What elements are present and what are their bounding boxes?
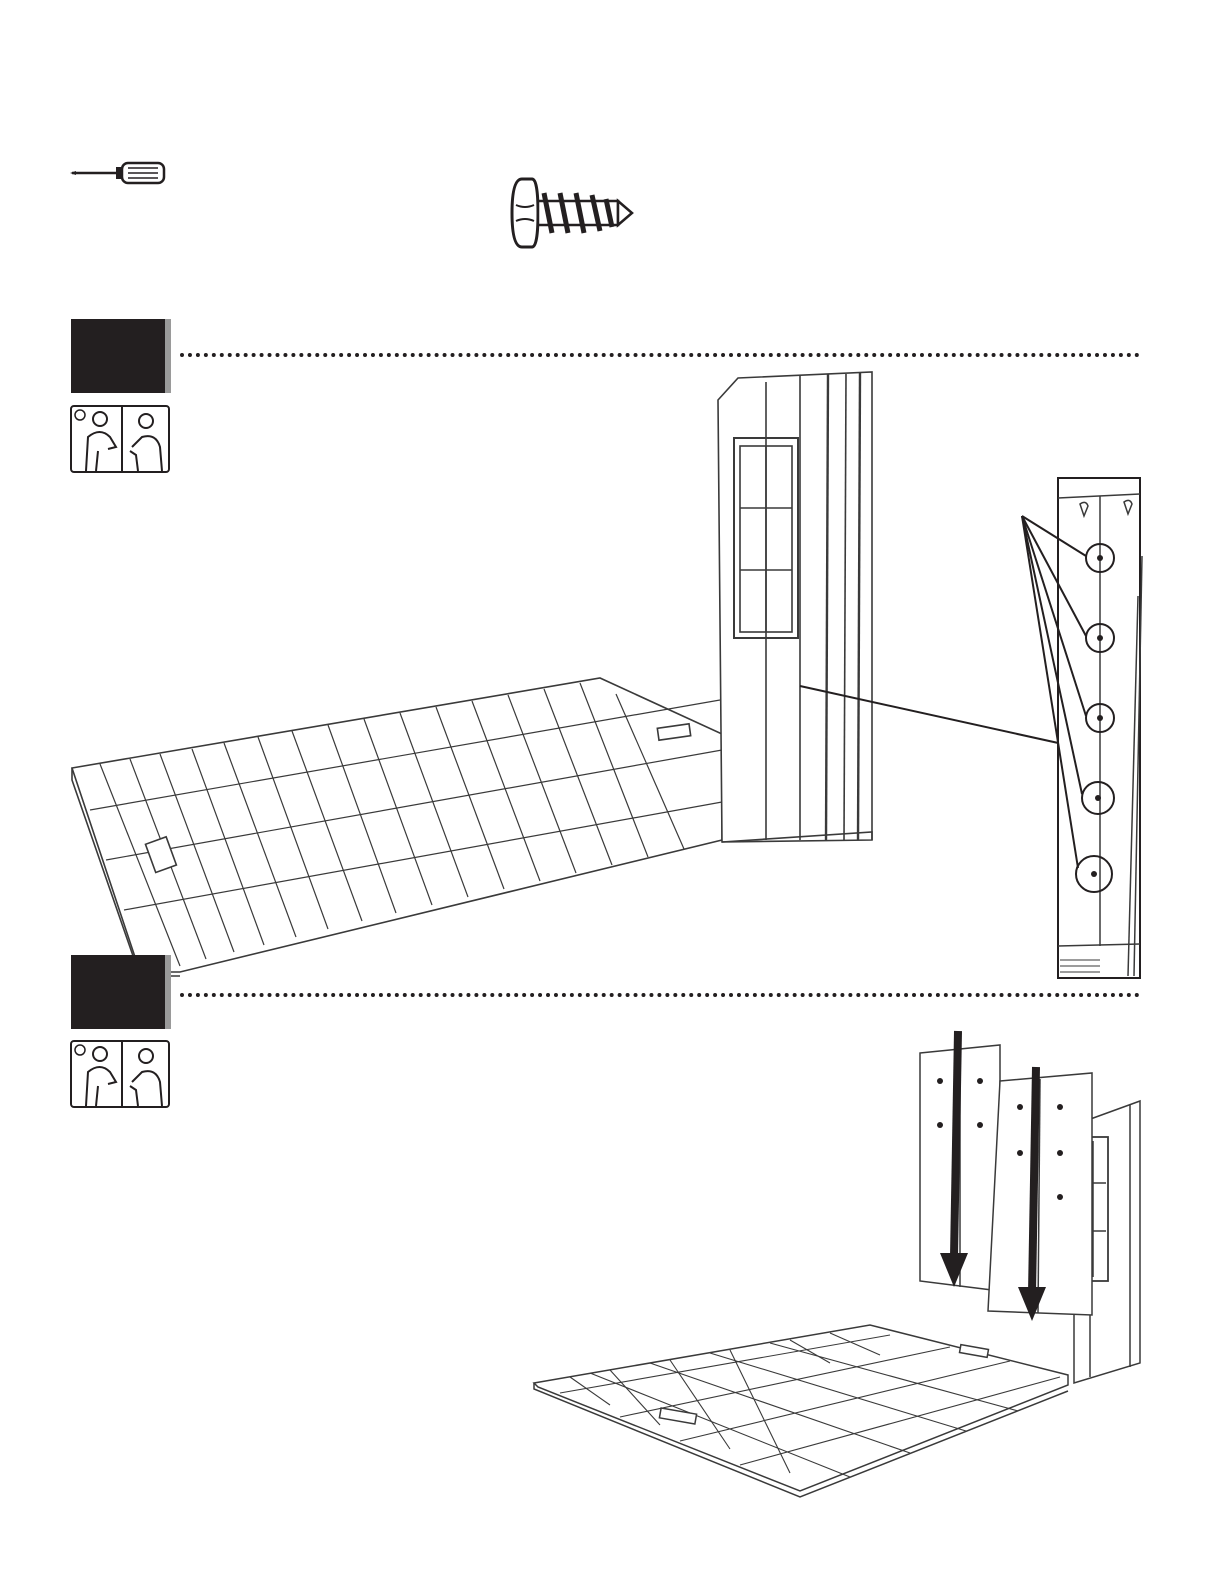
two-person-icon (70, 1040, 170, 1108)
shed-floor-wall-illustration (60, 370, 890, 980)
step-divider (180, 353, 1140, 357)
wall-panels-insertion-illustration (530, 1025, 1150, 1495)
step-divider (180, 993, 1140, 997)
screw-icon (508, 175, 638, 251)
screwdriver-icon (70, 160, 170, 186)
screw-location-detail (1020, 476, 1144, 980)
step-number-box (71, 955, 165, 1029)
step-number (71, 955, 165, 1029)
